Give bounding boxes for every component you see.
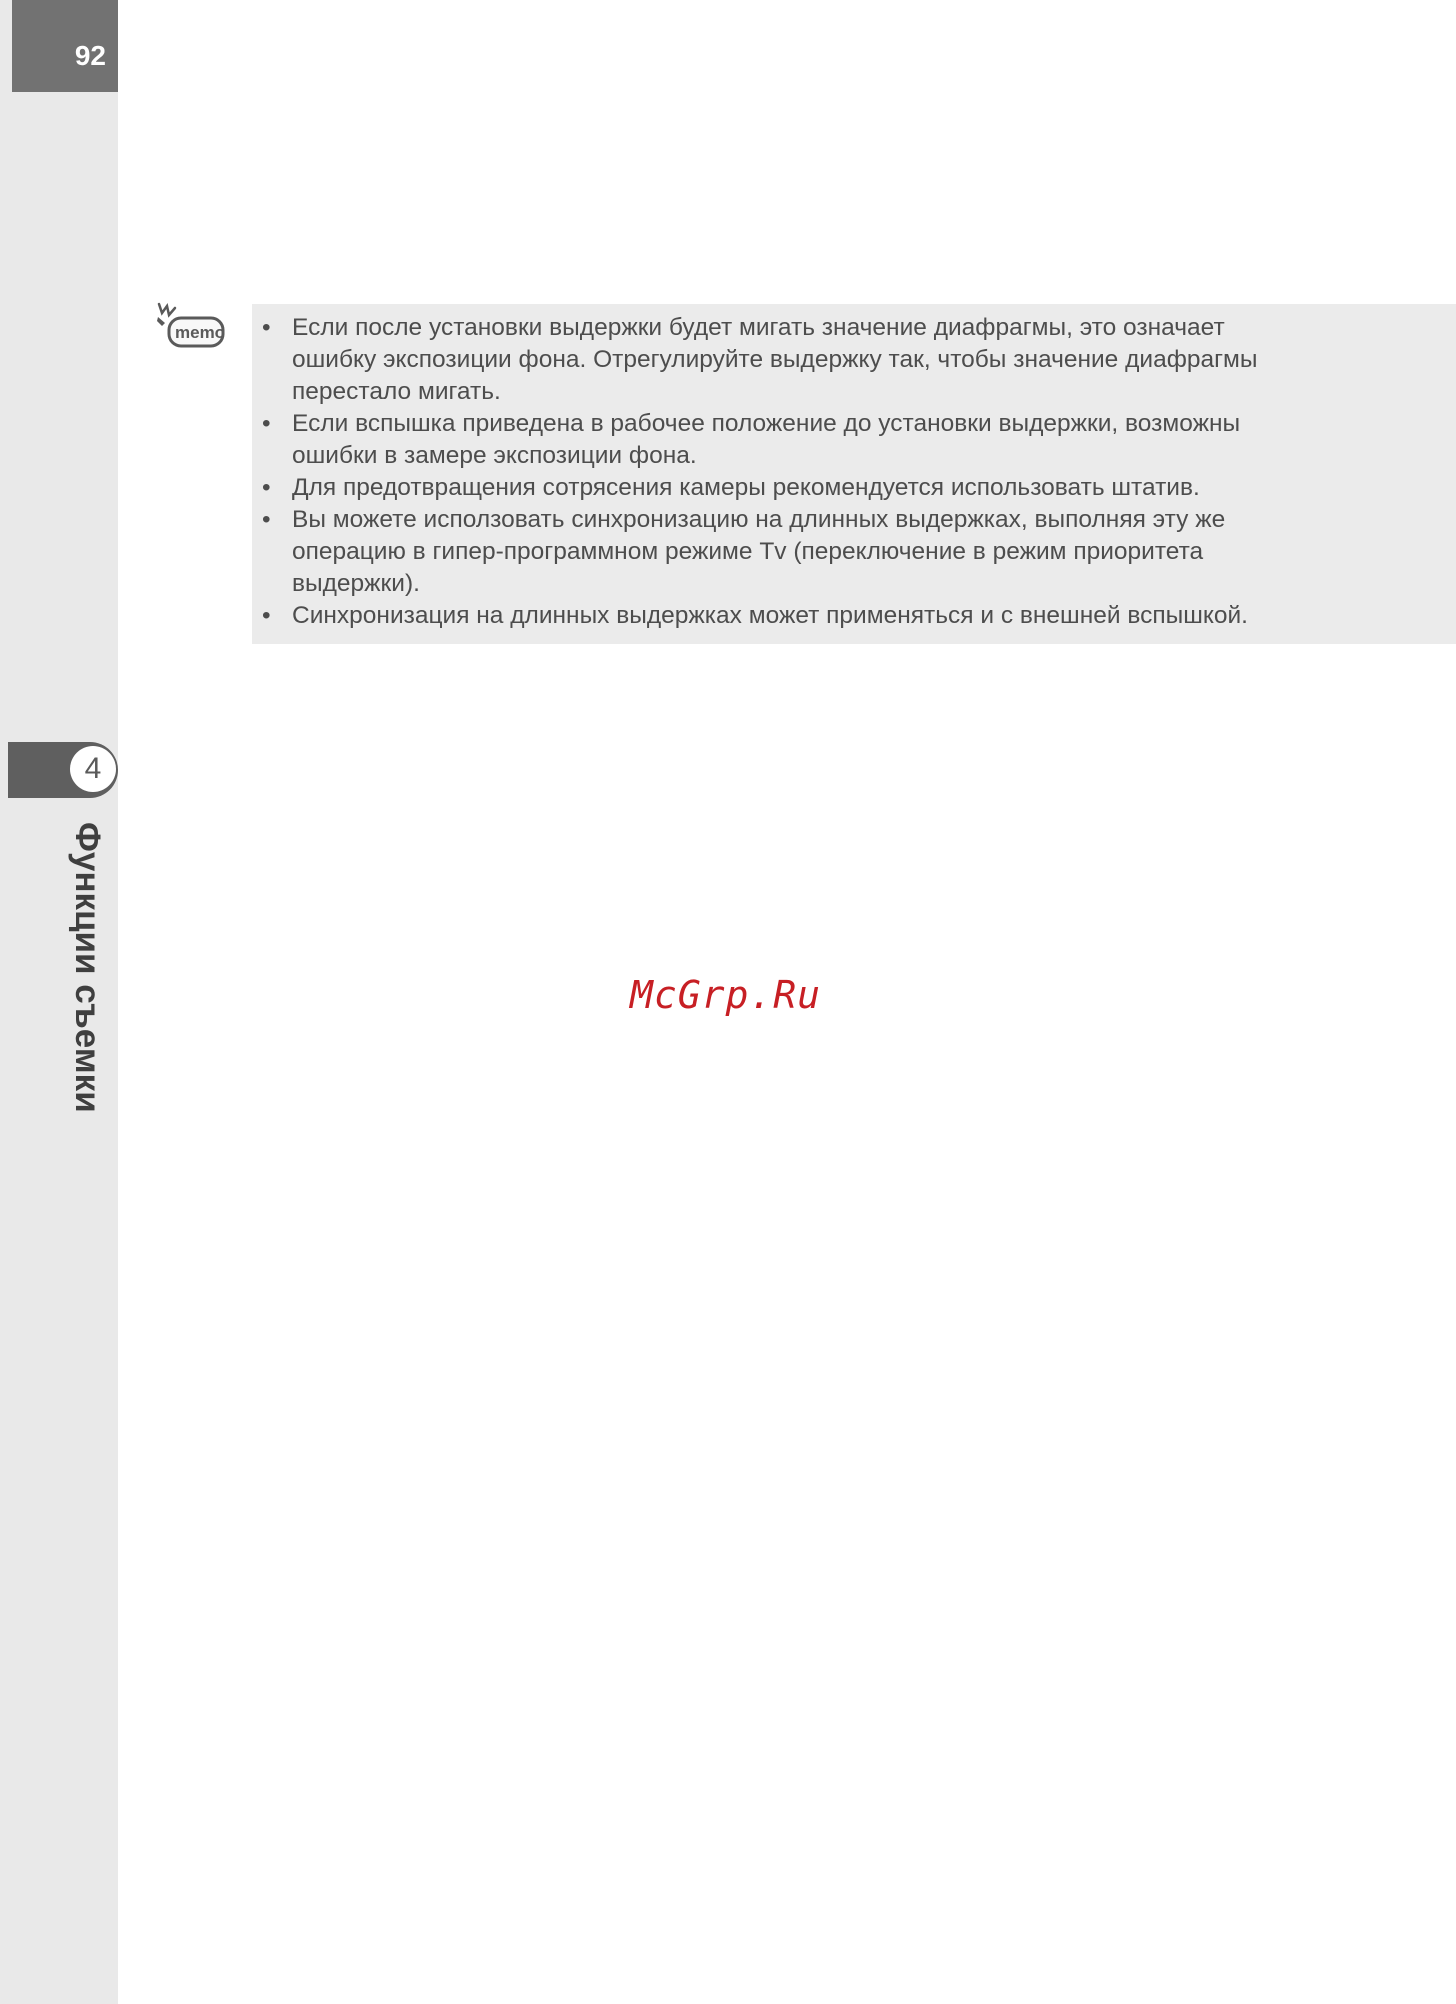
chapter-title: Функции съемки (68, 822, 107, 1113)
memo-line: перестало мигать. (292, 378, 501, 405)
chapter-number: 4 (70, 746, 116, 792)
memo-icon (151, 298, 229, 358)
memo-line: выдержки). (292, 570, 420, 597)
memo-line: • Если после установки выдержки будет мигать значение диафрагмы, это означает (292, 314, 1225, 341)
memo-box (252, 304, 1456, 644)
page-number: 92 (74, 40, 106, 71)
memo-item (292, 408, 1456, 472)
memo-item (292, 504, 1456, 600)
memo-line: • Для предотвращения сотрясения камеры рекомендуется использовать штатив. (292, 474, 1200, 501)
memo-item (292, 312, 1456, 408)
memo-item (292, 600, 1456, 632)
memo-line: • Если вспышка приведена в рабочее положение до установки выдержки, возможны (292, 410, 1241, 437)
memo-item (292, 472, 1456, 504)
memo-line: ошибку экспозиции фона. Отрегулируйте выдержку так, чтобы значение диафрагмы (292, 346, 1258, 373)
memo-line: операцию в гипер-программном режиме Tv (переключение в режим приоритета (292, 538, 1204, 565)
watermark: McGrp.Ru (630, 973, 822, 1017)
memo-list (252, 304, 1456, 632)
memo-line: • Синхронизация на длинных выдержках может применяться и с внешней вспышкой. (292, 602, 1248, 629)
memo-line: ошибки в замере экспозиции фона. (292, 442, 697, 469)
chapter-tab (8, 742, 118, 798)
memo-icon-label: memo (175, 323, 226, 342)
memo-line: • Вы можете исползовать синхронизацию на длинных выдержках, выполняя эту же (292, 506, 1226, 533)
page-number-box (12, 0, 118, 92)
